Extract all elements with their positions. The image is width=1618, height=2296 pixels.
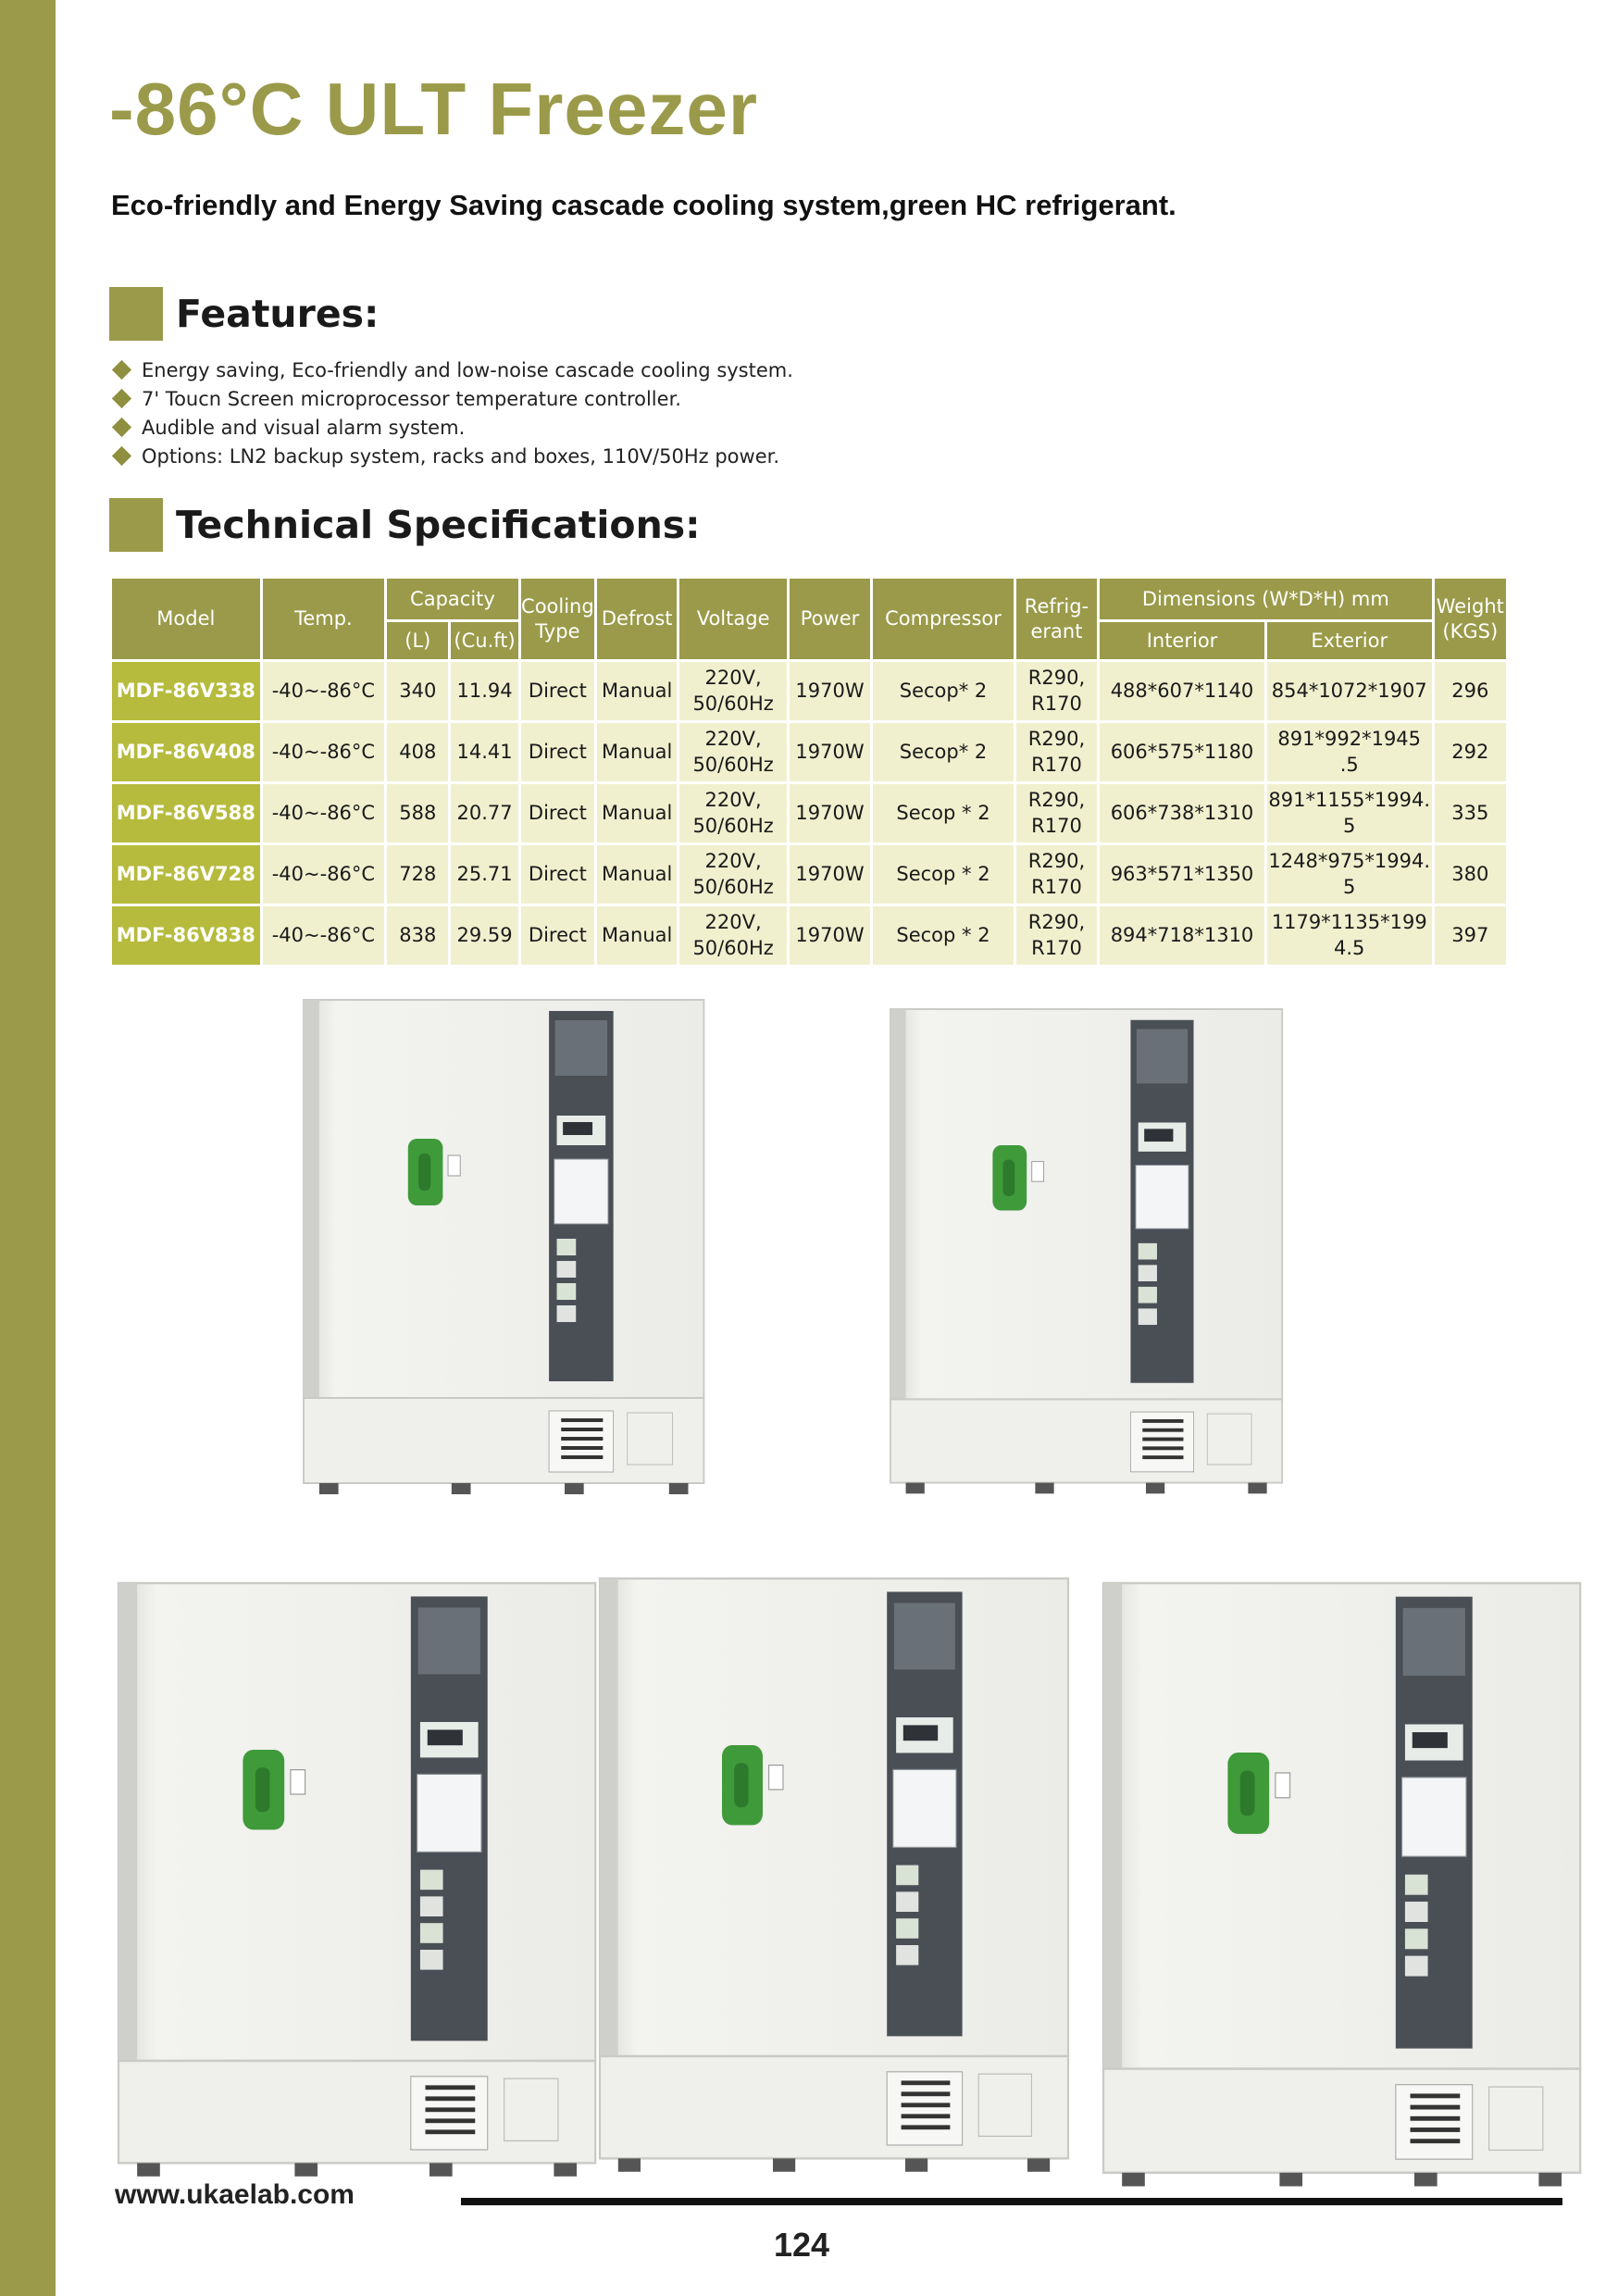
cell-cooling: Direct <box>521 845 594 904</box>
cell-power: 1970W <box>790 845 870 904</box>
cell-cap-l: 728 <box>387 845 448 904</box>
cell-voltage: 220V, 50/60Hz <box>679 906 786 965</box>
header-capacity-l: (L) <box>387 622 448 659</box>
header-dimensions: Dimensions (W*D*H) mm <box>1100 579 1431 619</box>
cell-temp: -40~-86°C <box>263 784 385 842</box>
header-refrigerant: Refrig- erant <box>1016 579 1097 659</box>
cell-cap-l: 838 <box>387 906 448 965</box>
cell-voltage: 220V, 50/60Hz <box>679 845 786 904</box>
cell-temp: -40~-86°C <box>263 906 385 965</box>
cell-defrost: Manual <box>597 845 677 904</box>
cell-exterior: 891*992*1945 .5 <box>1267 723 1432 781</box>
cell-compressor: Secop* 2 <box>873 723 1014 781</box>
cell-interior: 963*571*1350 <box>1100 845 1264 904</box>
cell-weight: 397 <box>1435 906 1506 965</box>
cell-voltage: 220V, 50/60Hz <box>679 662 786 720</box>
cell-temp: -40~-86°C <box>263 723 385 781</box>
cell-power: 1970W <box>790 723 870 781</box>
cell-defrost: Manual <box>597 723 677 781</box>
specs-heading-text: Technical Specifications: <box>176 503 701 547</box>
header-power: Power <box>790 579 870 659</box>
cell-compressor: Secop * 2 <box>873 906 1014 965</box>
cell-model: MDF-86V338 <box>112 662 260 720</box>
cell-defrost: Manual <box>597 906 677 965</box>
header-compressor: Compressor <box>873 579 1014 659</box>
cell-model: MDF-86V728 <box>112 845 260 904</box>
cell-temp: -40~-86°C <box>263 845 385 904</box>
cell-exterior: 891*1155*1994. 5 <box>1267 784 1432 842</box>
header-cooling-type: Cooling Type <box>521 579 594 659</box>
cell-voltage: 220V, 50/60Hz <box>679 784 786 842</box>
cell-compressor: Secop * 2 <box>873 845 1014 904</box>
cell-compressor: Secop* 2 <box>873 662 1014 720</box>
cell-cap-cuft: 29.59 <box>451 906 517 965</box>
cell-cooling: Direct <box>521 906 594 965</box>
cell-cooling: Direct <box>521 723 594 781</box>
footer-divider <box>461 2198 1562 2205</box>
page-number: 124 <box>774 2226 830 2264</box>
cell-interior: 606*738*1310 <box>1100 784 1264 842</box>
cell-weight: 335 <box>1435 784 1506 842</box>
cell-compressor: Secop * 2 <box>873 784 1014 842</box>
cell-refrigerant: R290, R170 <box>1016 784 1097 842</box>
cell-voltage: 220V, 50/60Hz <box>679 723 786 781</box>
feature-item: 7' Toucn Screen microprocessor temperature controller. <box>111 384 793 413</box>
cell-refrigerant: R290, R170 <box>1016 906 1097 965</box>
header-voltage: Voltage <box>679 579 786 659</box>
page-subtitle: Eco-friendly and Energy Saving cascade cooling system,green HC refrigerant. <box>111 189 1176 221</box>
cell-model: MDF-86V588 <box>112 784 260 842</box>
cell-exterior: 1248*975*1994. 5 <box>1267 845 1432 904</box>
cell-weight: 292 <box>1435 723 1506 781</box>
cell-power: 1970W <box>790 662 870 720</box>
cell-cap-l: 408 <box>387 723 448 781</box>
cell-defrost: Manual <box>597 784 677 842</box>
header-weight: Weight (KGS) <box>1435 579 1506 659</box>
header-interior: Interior <box>1100 622 1264 659</box>
cell-temp: -40~-86°C <box>263 662 385 720</box>
feature-item: Energy saving, Eco-friendly and low-noise cascade cooling system. <box>111 356 793 384</box>
cell-cap-cuft: 20.77 <box>451 784 517 842</box>
cell-cap-l: 340 <box>387 662 448 720</box>
features-heading-text: Features: <box>176 292 380 336</box>
cell-exterior: 854*1072*1907 <box>1267 662 1432 720</box>
cell-refrigerant: R290, R170 <box>1016 845 1097 904</box>
website-url: www.ukaelab.com <box>115 2179 355 2210</box>
freezer-image-5 <box>1103 1583 1580 2186</box>
cell-power: 1970W <box>790 906 870 965</box>
header-temp: Temp. <box>263 579 385 659</box>
header-exterior: Exterior <box>1267 622 1432 659</box>
cell-model: MDF-86V408 <box>112 723 260 781</box>
freezer-image-4 <box>600 1578 1068 2172</box>
feature-item: Options: LN2 backup system, racks and boxes, 110V/50Hz power. <box>111 442 793 470</box>
cell-exterior: 1179*1135*199 4.5 <box>1267 906 1432 965</box>
cell-weight: 296 <box>1435 662 1506 720</box>
cell-cap-l: 588 <box>387 784 448 842</box>
cell-power: 1970W <box>790 784 870 842</box>
cell-weight: 380 <box>1435 845 1506 904</box>
cell-cooling: Direct <box>521 784 594 842</box>
freezer-image-3 <box>118 1583 595 2177</box>
cell-interior: 488*607*1140 <box>1100 662 1264 720</box>
header-capacity-cuft: (Cu.ft) <box>451 622 517 659</box>
cell-interior: 606*575*1180 <box>1100 723 1264 781</box>
freezer-image-1 <box>304 1000 703 1494</box>
cell-refrigerant: R290, R170 <box>1016 723 1097 781</box>
cell-cap-cuft: 25.71 <box>451 845 517 904</box>
header-defrost: Defrost <box>597 579 677 659</box>
cell-defrost: Manual <box>597 662 677 720</box>
header-model: Model <box>112 579 260 659</box>
cell-cap-cuft: 14.41 <box>451 723 517 781</box>
header-capacity: Capacity <box>387 579 518 619</box>
cell-model: MDF-86V838 <box>112 906 260 965</box>
freezer-image-2 <box>890 1009 1282 1493</box>
cell-cooling: Direct <box>521 662 594 720</box>
cell-interior: 894*718*1310 <box>1100 906 1264 965</box>
cell-cap-cuft: 11.94 <box>451 662 517 720</box>
feature-item: Audible and visual alarm system. <box>111 413 793 442</box>
cell-refrigerant: R290, R170 <box>1016 662 1097 720</box>
page-title: -86°C ULT Freezer <box>109 68 759 150</box>
